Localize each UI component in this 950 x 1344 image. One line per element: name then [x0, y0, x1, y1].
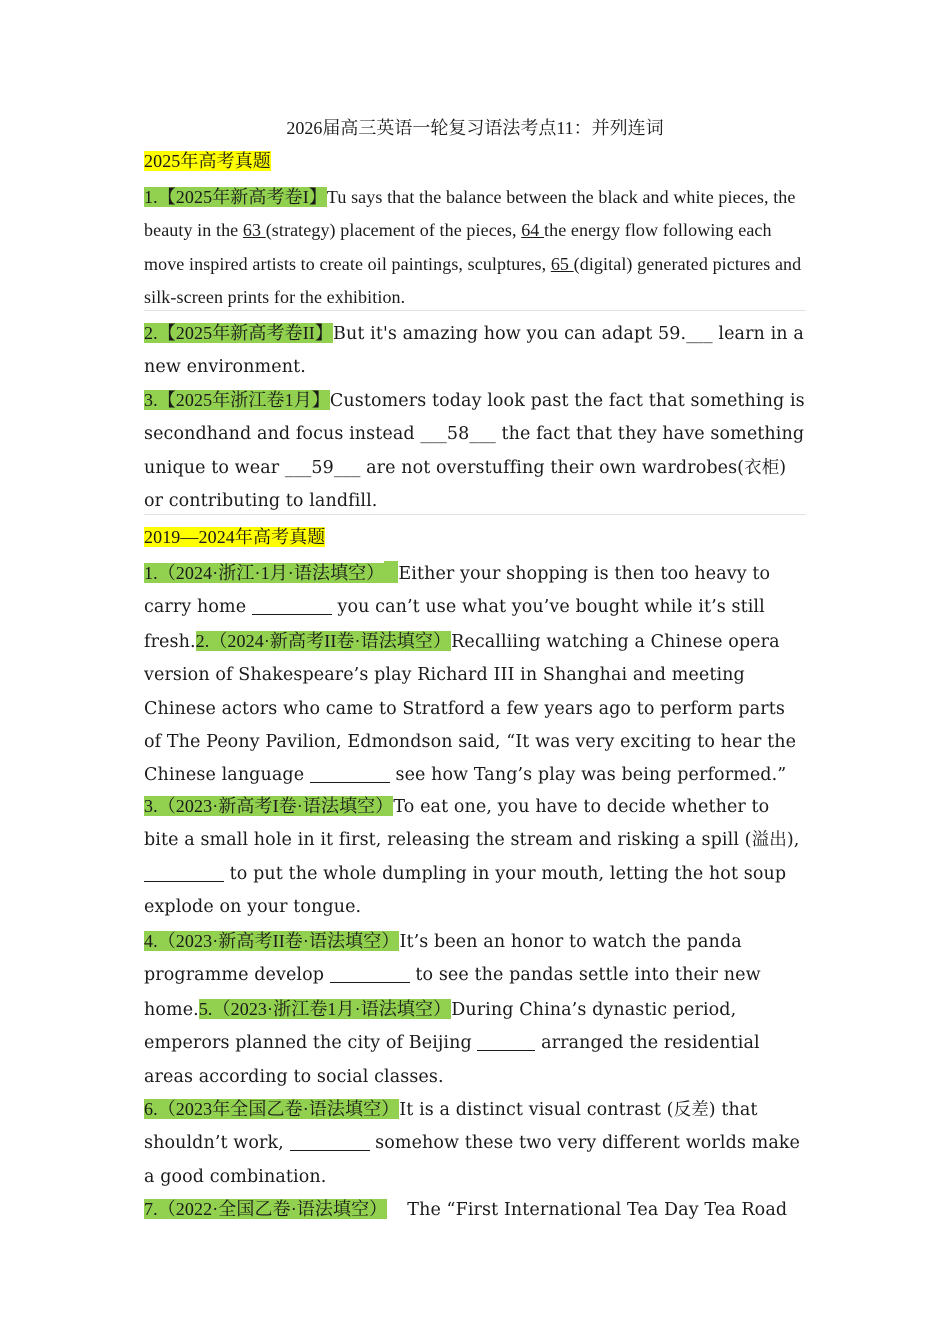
question-tag: 4.（2023·新高考II卷·语法填空）	[144, 931, 400, 951]
question-text: Customers today look past the fact that something is secondhand and focus instead ___58___ the fact that they have something unique to wear ___59___ are not overstuffing their own wardrobes(衣柜) or contributing to landfill.	[144, 391, 805, 512]
question-tag: 7.（2022·全国乙卷·语法填空）	[144, 1199, 388, 1219]
questions-past-4-5	[144, 925, 806, 1094]
answer-blank[interactable]	[477, 1032, 535, 1051]
question-past-6	[144, 1093, 806, 1194]
section-heading-2025	[144, 145, 806, 178]
question-text: During China’s dynastic period, emperors planned the city of Beijing	[144, 999, 737, 1054]
question-text: the energy flow following each move inspired artists to create oil paintings, sculptures,	[144, 220, 772, 274]
page-title: 2026届高三英语一轮复习语法考点11：并列连词	[286, 118, 664, 138]
divider	[144, 310, 806, 311]
question-past-3	[144, 790, 806, 925]
question-tag: 3.【2025年浙江卷1月】	[144, 390, 330, 410]
answer-blank[interactable]	[290, 1132, 370, 1151]
question-text: It’s been an honor to watch the panda programme develop	[144, 932, 742, 986]
highlight-gap	[384, 561, 398, 583]
question-text: to see the pandas settle into their new home.	[144, 965, 761, 1020]
question-text: somehow these two very different worlds make a good combination.	[144, 1133, 801, 1187]
answer-blank[interactable]	[144, 863, 224, 882]
question-tag: 3.（2023·新高考I卷·语法填空）	[144, 796, 394, 816]
question-2025-3	[144, 384, 806, 519]
question-2025-2	[144, 317, 806, 385]
question-text: It is a distinct visual contrast (反差) that shouldn’t work,	[144, 1100, 758, 1154]
answer-blank[interactable]	[330, 964, 410, 983]
question-tag: 2.（2024·新高考II卷·语法填空）	[195, 630, 452, 651]
question-text: Recalliing watching a Chinese opera version of Shakespeare’s play Richard III in Shanghai and meeting Chinese actors who came to Stratford a few years ago to perform parts of The Peony Pavilion, Edmondson said, “It was very exciting to hear the Chinese language	[144, 631, 797, 786]
question-text: to put the whole dumpling in your mouth, letting the hot soup explode on your tongue.	[144, 863, 787, 918]
blank-63: 63	[242, 220, 266, 241]
question-text: arranged the residential areas according to social classes.	[144, 1033, 760, 1087]
question-text: But it's amazing how you can adapt 59.___ learn in a new environment.	[144, 324, 804, 378]
question-tag: 1.（2024·浙江·1月·语法填空）	[144, 563, 385, 583]
question-2025-1	[144, 181, 806, 315]
section-heading-text: 2025年高考真题	[144, 151, 271, 171]
questions-past-1-2	[144, 557, 806, 793]
question-tag: 2.【2025年新高考卷II】	[144, 323, 333, 343]
question-text: Either your shopping is then too heavy to carry home	[144, 564, 771, 618]
question-text: see how Tang’s play was being performed.”	[389, 765, 787, 786]
section-heading-2019-2024	[144, 521, 806, 554]
question-past-7	[144, 1193, 806, 1227]
blank-65: 65	[550, 253, 574, 274]
question-tag: 6.（2023年全国乙卷·语法填空）	[144, 1099, 400, 1119]
question-text: To eat one, you have to decide whether to bite a small hole in it first, releasing the stream and risking a spill (溢出),	[144, 797, 800, 851]
blank-64: 64	[521, 220, 544, 241]
answer-blank[interactable]	[252, 596, 332, 615]
question-text: (strategy) placement of the pieces,	[265, 220, 522, 241]
question-tag: 5.（2023·浙江卷1月·语法填空）	[198, 998, 452, 1019]
section-heading-text: 2019—2024年高考真题	[144, 527, 326, 547]
question-text: you can’t use what you’ve bought while it’s still fresh.	[144, 597, 765, 652]
answer-blank[interactable]	[310, 764, 390, 783]
question-text: The “First International Tea Day Tea Road	[407, 1200, 788, 1220]
question-text: (digital) generated pictures and silk-screen prints for the exhibition.	[144, 253, 802, 308]
divider	[144, 514, 806, 515]
question-tag: 1.【2025年新高考卷I】	[144, 187, 327, 207]
question-text: Tu says that the balance between the black and white pieces, the beauty in the	[144, 187, 796, 241]
